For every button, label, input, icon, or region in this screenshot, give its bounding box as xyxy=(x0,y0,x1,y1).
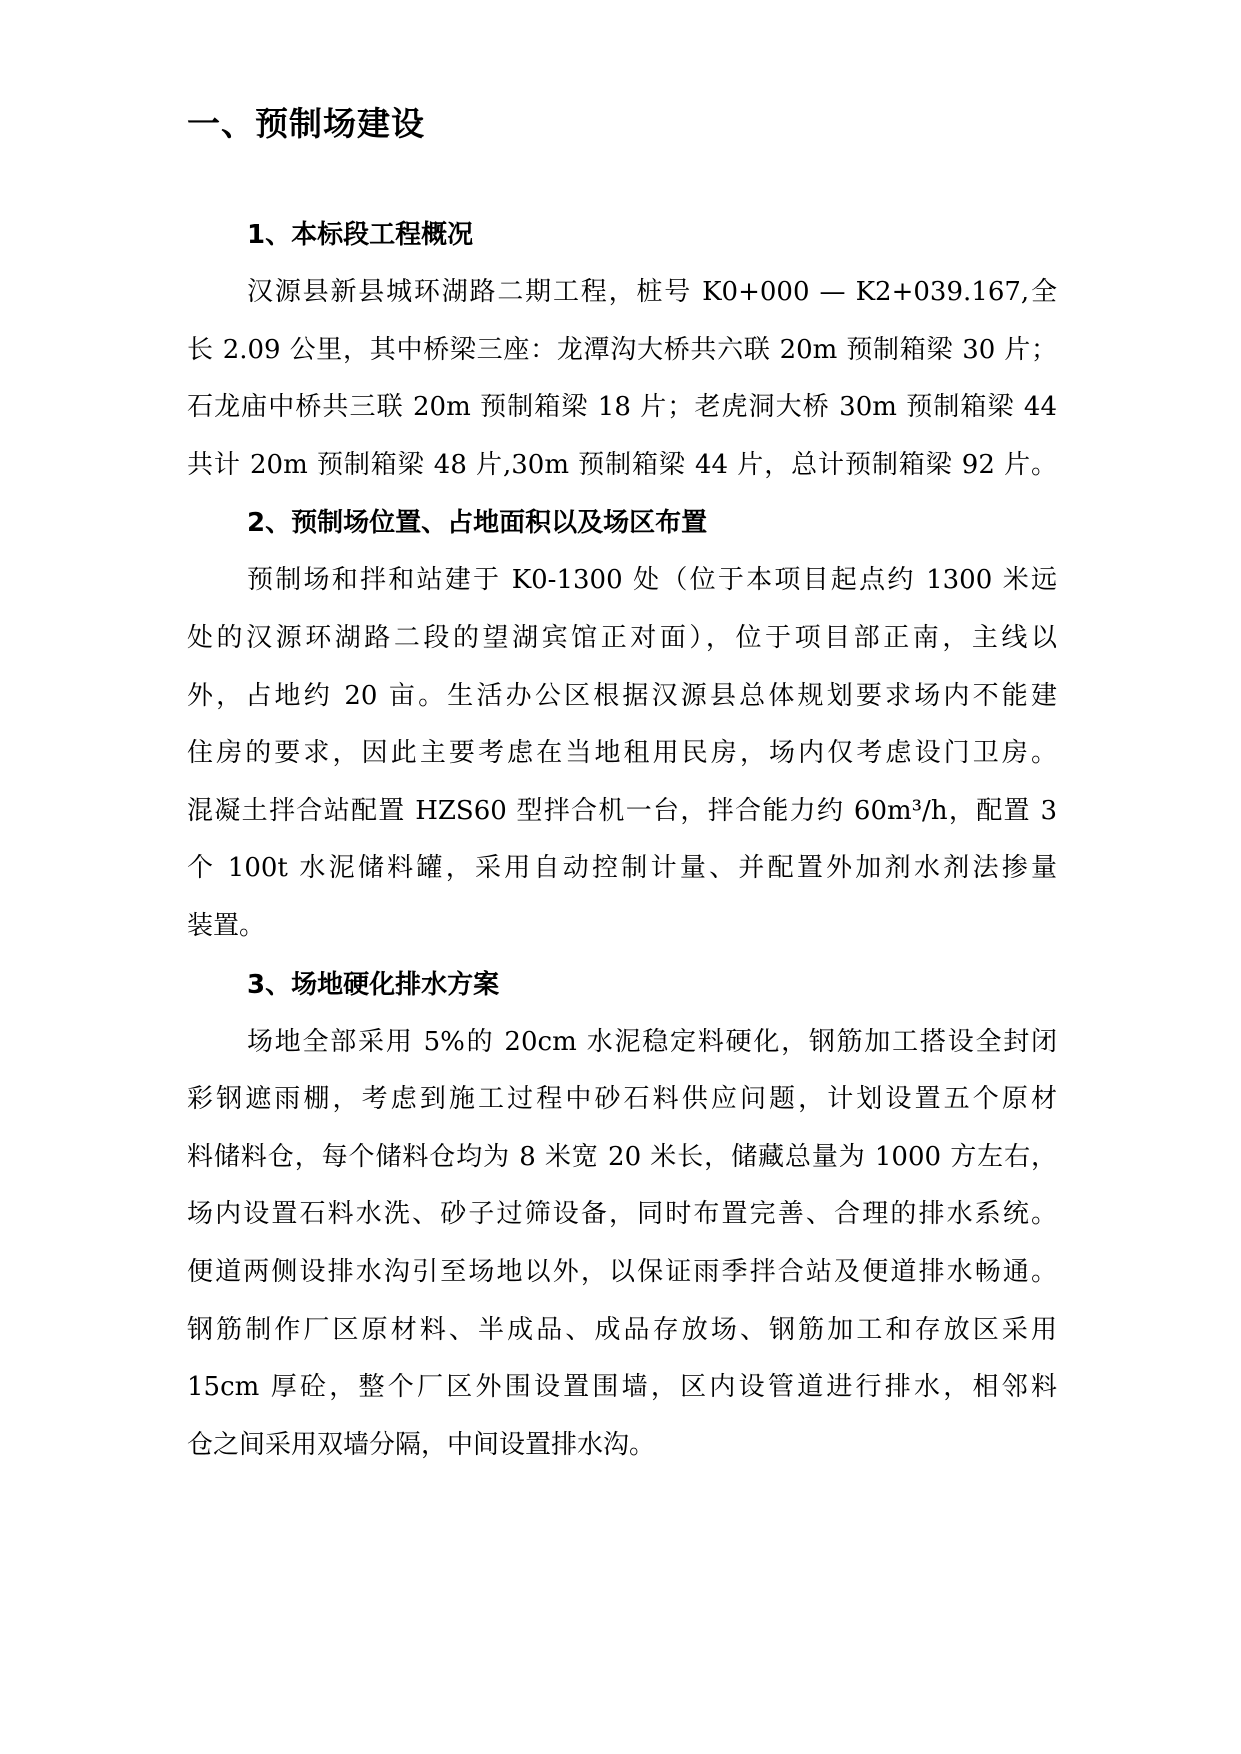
paragraph-line: 钢筋制作厂区原材料、半成品、成品存放场、钢筋加工和存放区采用 xyxy=(187,1314,1057,1345)
paragraph-line: 预制场和拌和站建于 K0-1300 处（位于本项目起点约 1300 米远 xyxy=(247,565,1057,596)
paragraph-line: 长 2.09 公里，其中桥梁三座：龙潭沟大桥共六联 20m 预制箱梁 30 片； xyxy=(187,334,1057,365)
paragraph-line: 便道两侧设排水沟引至场地以外，以保证雨季拌合站及便道排水畅通。 xyxy=(187,1256,1057,1287)
title-spacer xyxy=(187,148,1057,206)
paragraph-line: 装置。 xyxy=(187,910,266,941)
paragraph-line: 个 100t 水泥储料罐，采用自动控制计量、并配置外加剂水剂法掺量 xyxy=(187,853,1057,884)
paragraph-line: 仓之间采用双墙分隔，中间设置排水沟。 xyxy=(187,1429,656,1460)
paragraph-line: 汉源县新县城环湖路二期工程，桩号 K0+000 — K2+039.167,全 xyxy=(247,277,1057,307)
paragraph-line: 外，占地约 20 亩。生活办公区根据汉源县总体规划要求场内不能建 xyxy=(187,680,1057,711)
paragraph-line: 料储料仓，每个储料仓均为 8 米宽 20 米长，储藏总量为 1000 方左右， xyxy=(187,1141,1057,1172)
paragraph-line: 场地全部采用 5%的 20cm 水泥稳定料硬化，钢筋加工搭设全封闭 xyxy=(247,1026,1057,1057)
page-title: 一、预制场建设 xyxy=(187,104,425,143)
section-heading-3: 3、场地硬化排水方案 xyxy=(247,969,500,1000)
paragraph-line: 石龙庙中桥共三联 20m 预制箱梁 18 片；老虎洞大桥 30m 预制箱梁 44 xyxy=(187,392,1057,423)
paragraph-line: 彩钢遮雨棚，考虑到施工过程中砂石料供应问题，计划设置五个原材 xyxy=(187,1084,1057,1115)
section-heading-2: 2、预制场位置、占地面积以及场区布置 xyxy=(247,508,708,539)
paragraph-line: 共计 20m 预制箱梁 48 片,30m 预制箱梁 44 片，总计预制箱梁 92 片。 xyxy=(187,449,1057,480)
paragraph-line: 混凝土拌合站配置 HZS60 型拌合机一台，拌合能力约 60m³/h，配置 3 xyxy=(187,795,1057,826)
paragraph-line: 15cm 厚砼，整个厂区外围设置围墙，区内设管道进行排水，相邻料 xyxy=(187,1372,1057,1403)
document-body xyxy=(187,100,1057,1474)
paragraph-line: 处的汉源环湖路二段的望湖宾馆正对面），位于项目部正南，主线以 xyxy=(187,622,1057,653)
section-heading-1: 1、本标段工程概况 xyxy=(247,220,474,250)
paragraph-line: 住房的要求，因此主要考虑在当地租用民房，场内仅考虑设门卫房。 xyxy=(187,738,1057,769)
paragraph-line: 场内设置石料水洗、砂子过筛设备，同时布置完善、合理的排水系统。 xyxy=(187,1199,1057,1230)
